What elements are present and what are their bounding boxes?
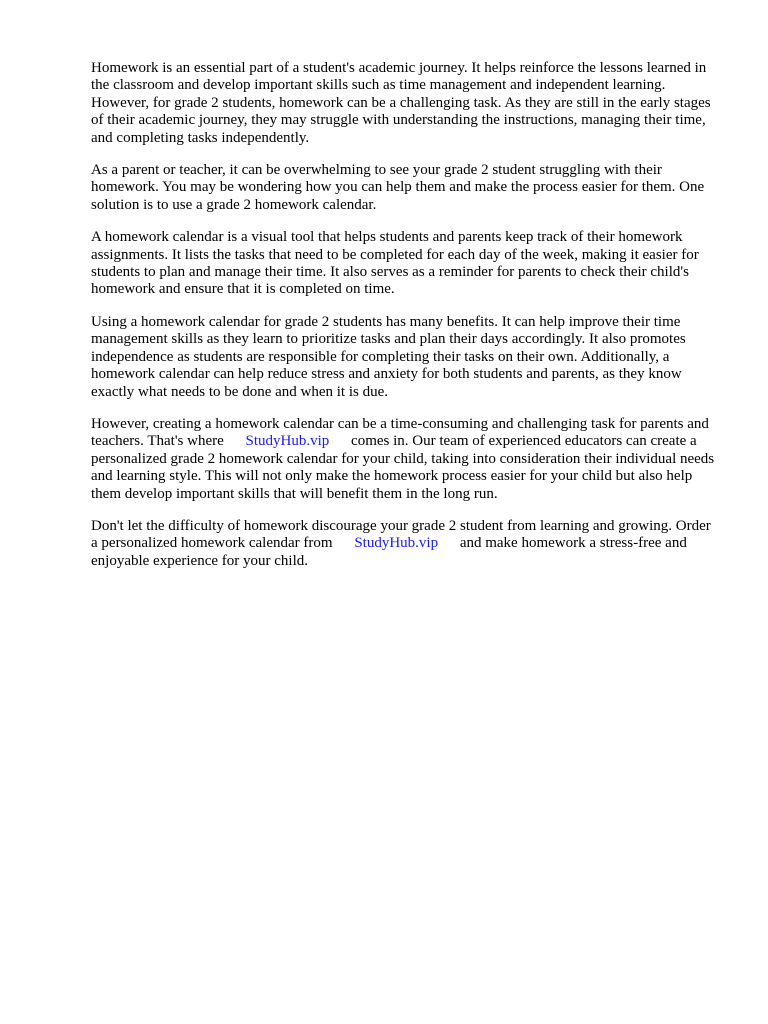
paragraph-call-to-action-after: and make homework a stress-free and enjoyable experience for your child. [91,535,687,569]
paragraph-intro: Homework is an essential part of a student's academic journey. It helps reinforce the lessons learned in the classroom and develop important skills such as time management and independent learning. However, for grade 2 students, homework can be a challenging task. As they are still in the early stages of their academic journey, they may struggle with understanding the instructions, managing their time, and completing tasks independently. [91,60,711,146]
studyhub-link[interactable]: StudyHub.vip [245,433,330,450]
document-body [91,60,721,585]
paragraph-studyhub-offer [91,416,721,503]
paragraph-call-to-action [91,518,721,570]
paragraph-call-to-action-before: Don't let the difficulty of homework discourage your grade 2 student from learning and growing. Order a personalized homework calendar from [91,517,711,552]
paragraph-studyhub-offer-after: comes in. Our team of experienced educators can create a personalized grade 2 homework calendar for your child, taking into consideration their individual needs and learning style. This will not only make the homework process easier for your child but also help them develop important skills that will benefit them in the long run. [91,433,715,502]
paragraph-studyhub-offer-before: However, creating a homework calendar can be a time-consuming and challenging task for parents and teachers. That's where [91,415,709,450]
paragraph-parent-teacher: As a parent or teacher, it can be overwhelming to see your grade 2 student struggling with their homework. You may be wondering how you can help them and make the process easier for them. One solution is to use a grade 2 homework calendar. [91,162,705,213]
paragraph-benefits: Using a homework calendar for grade 2 students has many benefits. It can help improve their time management skills as they learn to prioritize tasks and plan their days accordingly. It also promotes independence as students are responsible for completing their tasks on their own. Additionally, a homework calendar can help reduce stress and anxiety for both students and parents, as they know exactly what needs to be done and when it is due. [91,313,686,400]
studyhub-order-link[interactable]: StudyHub.vip [354,535,439,552]
paragraph-calendar-definition: A homework calendar is a visual tool that helps students and parents keep track of their homework assignments. It lists the tasks that need to be completed for each day of the week, making it easier for students to plan and manage their time. It also serves as a reminder for parents to check their child's homework and ensure that it is completed on time. [91,229,699,298]
